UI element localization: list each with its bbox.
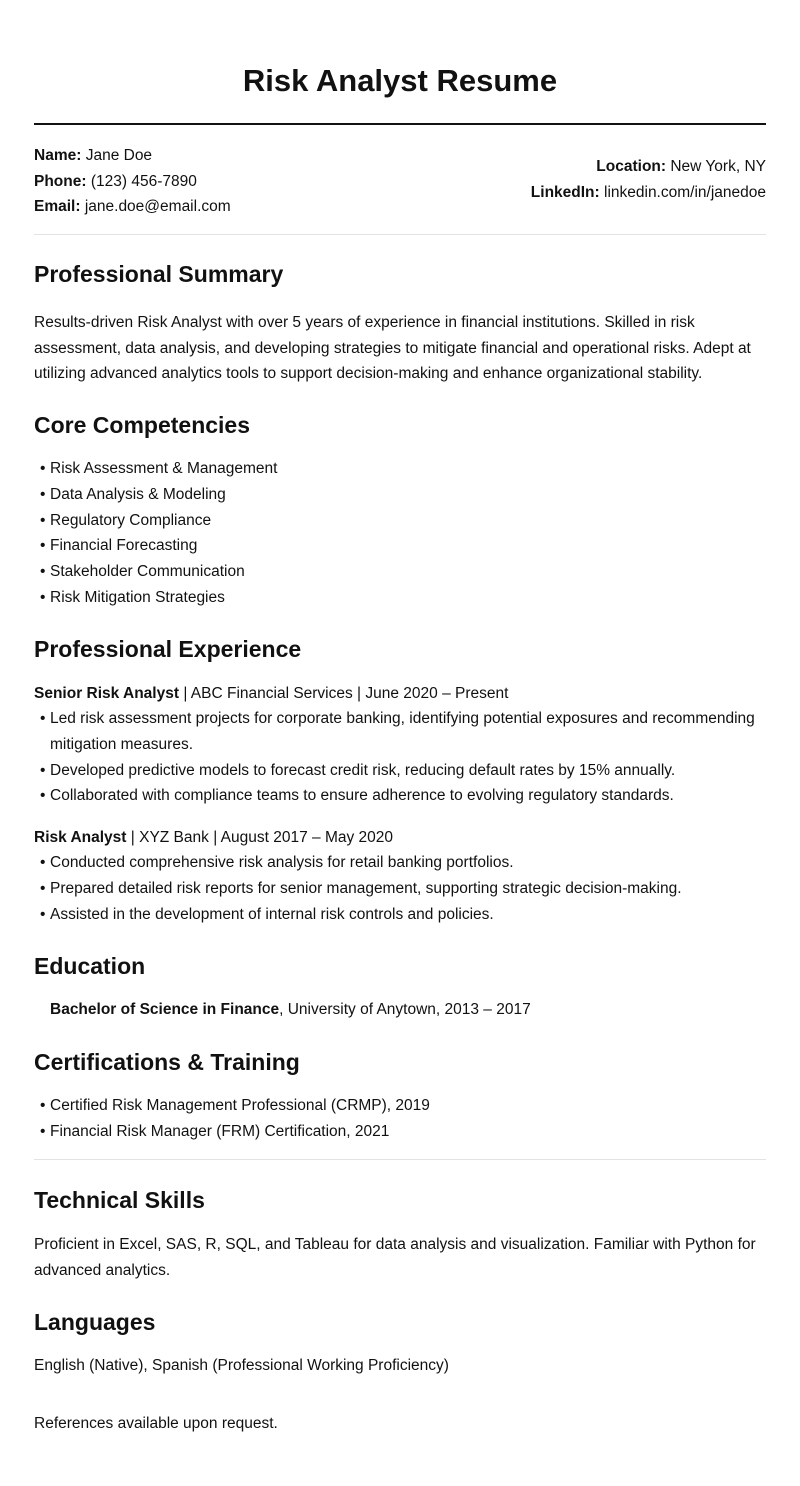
list-item bbox=[40, 758, 760, 784]
certifications-list bbox=[40, 1093, 760, 1145]
list-item-text: Financial Risk Manager (FRM) Certification, 2021 bbox=[50, 1122, 390, 1140]
name-value: Jane Doe bbox=[85, 147, 153, 164]
job-bullets-senior bbox=[40, 706, 760, 809]
location-label: Location: bbox=[596, 158, 667, 175]
technical-heading: Technical Skills bbox=[34, 1187, 205, 1213]
bullet-icon: • bbox=[40, 905, 46, 923]
resume-title: Risk Analyst Resume bbox=[242, 63, 558, 98]
list-item bbox=[40, 1119, 760, 1145]
competencies-list bbox=[40, 456, 760, 611]
title-divider bbox=[34, 123, 766, 125]
bullet-icon: • bbox=[40, 1122, 46, 1140]
bullet-icon: • bbox=[40, 588, 46, 606]
list-item bbox=[40, 783, 760, 809]
name-label: Name: bbox=[34, 147, 82, 164]
job-bullets-analyst bbox=[40, 850, 760, 927]
bullet-icon: • bbox=[40, 787, 46, 805]
contact-linkedin bbox=[531, 180, 766, 206]
competencies-heading: Core Competencies bbox=[34, 412, 251, 438]
job-header-analyst bbox=[34, 825, 393, 850]
list-item-text: Risk Mitigation Strategies bbox=[50, 588, 225, 606]
email-label: Email: bbox=[34, 198, 81, 215]
list-item bbox=[40, 482, 760, 508]
list-item-text: Stakeholder Communication bbox=[50, 563, 245, 581]
list-item-text: Led risk assessment projects for corporate banking, identifying potential exposures and recommending mitigation measures. bbox=[50, 710, 755, 753]
phone-label: Phone: bbox=[34, 172, 87, 190]
bullet-icon: • bbox=[40, 485, 46, 503]
list-item-text: Assisted in the development of internal risk controls and policies. bbox=[50, 905, 494, 923]
job-details: | XYZ Bank | August 2017 – May 2020 bbox=[126, 829, 394, 846]
contact-email bbox=[34, 194, 231, 220]
list-item-text: Data Analysis & Modeling bbox=[50, 485, 226, 503]
contact-right-block bbox=[531, 154, 766, 205]
list-item-text: Prepared detailed risk reports for senior management, supporting strategic decision-making. bbox=[50, 879, 682, 897]
contact-phone bbox=[34, 169, 231, 195]
education-heading: Education bbox=[34, 953, 146, 979]
contact-divider bbox=[34, 234, 766, 235]
summary-heading: Professional Summary bbox=[34, 261, 284, 287]
list-item-text: Developed predictive models to forecast credit risk, reducing default rates by 15% annually. bbox=[50, 761, 676, 779]
contact-name bbox=[34, 143, 231, 169]
certifications-divider bbox=[34, 1159, 766, 1160]
languages-heading: Languages bbox=[34, 1309, 156, 1335]
list-item-text: Conducted comprehensive risk analysis for retail banking portfolios. bbox=[50, 854, 514, 871]
list-item-text: Collaborated with compliance teams to ensure adherence to evolving regulatory standards. bbox=[50, 787, 674, 805]
list-item-text: Financial Forecasting bbox=[50, 537, 198, 555]
bullet-icon: • bbox=[40, 563, 46, 581]
list-item bbox=[40, 876, 760, 902]
education-entry bbox=[50, 997, 531, 1022]
languages-text: English (Native), Spanish (Professional Working Proficiency) bbox=[34, 1357, 449, 1374]
contact-location bbox=[531, 154, 766, 180]
linkedin-value: linkedin.com/in/janedoe bbox=[604, 183, 766, 201]
email-value: jane.doe@email.com bbox=[84, 198, 231, 215]
linkedin-label: LinkedIn: bbox=[530, 183, 600, 201]
list-item bbox=[40, 559, 760, 585]
list-item-text: Risk Assessment & Management bbox=[50, 460, 278, 477]
list-item bbox=[40, 850, 760, 876]
certifications-heading: Certifications & Training bbox=[34, 1049, 300, 1075]
list-item bbox=[40, 456, 760, 482]
bullet-icon: • bbox=[40, 710, 46, 727]
bullet-icon: • bbox=[40, 511, 46, 529]
list-item bbox=[40, 1093, 760, 1119]
bullet-icon: • bbox=[40, 879, 46, 897]
phone-value: (123) 456-7890 bbox=[90, 172, 197, 190]
bullet-icon: • bbox=[40, 854, 46, 871]
list-item bbox=[40, 585, 760, 611]
job-title: Senior Risk Analyst bbox=[34, 685, 180, 702]
bullet-icon: • bbox=[40, 460, 46, 477]
summary-text: Results-driven Risk Analyst with over 5 years of experience in financial institutions. Skilled in risk assessment, data analysis, and developing strategies to mitigate financial and operational risks. Adept at utilizing advanced analytics tools to support decision-making and enhance organizational stability. bbox=[34, 314, 751, 382]
job-details: | ABC Financial Services | June 2020 – Present bbox=[179, 685, 509, 702]
job-header-senior bbox=[34, 681, 508, 706]
list-item bbox=[40, 508, 760, 534]
contact-left-block bbox=[34, 143, 231, 220]
experience-heading: Professional Experience bbox=[34, 636, 302, 662]
bullet-icon: • bbox=[40, 537, 46, 555]
bullet-icon: • bbox=[40, 1097, 46, 1114]
technical-text: Proficient in Excel, SAS, R, SQL, and Tableau for data analysis and visualization. Familiar with Python for advanced analytics. bbox=[34, 1236, 756, 1279]
references-note: References available upon request. bbox=[34, 1415, 278, 1432]
education-details: , University of Anytown, 2013 – 2017 bbox=[279, 1001, 531, 1018]
list-item-text: Certified Risk Management Professional (CRMP), 2019 bbox=[50, 1097, 430, 1114]
list-item-text: Regulatory Compliance bbox=[50, 511, 212, 529]
location-value: New York, NY bbox=[670, 158, 766, 175]
list-item bbox=[40, 533, 760, 559]
bullet-icon: • bbox=[40, 761, 46, 779]
list-item bbox=[40, 706, 760, 758]
job-title: Risk Analyst bbox=[34, 829, 127, 846]
list-item bbox=[40, 902, 760, 928]
degree-name: Bachelor of Science in Finance bbox=[50, 1001, 280, 1018]
